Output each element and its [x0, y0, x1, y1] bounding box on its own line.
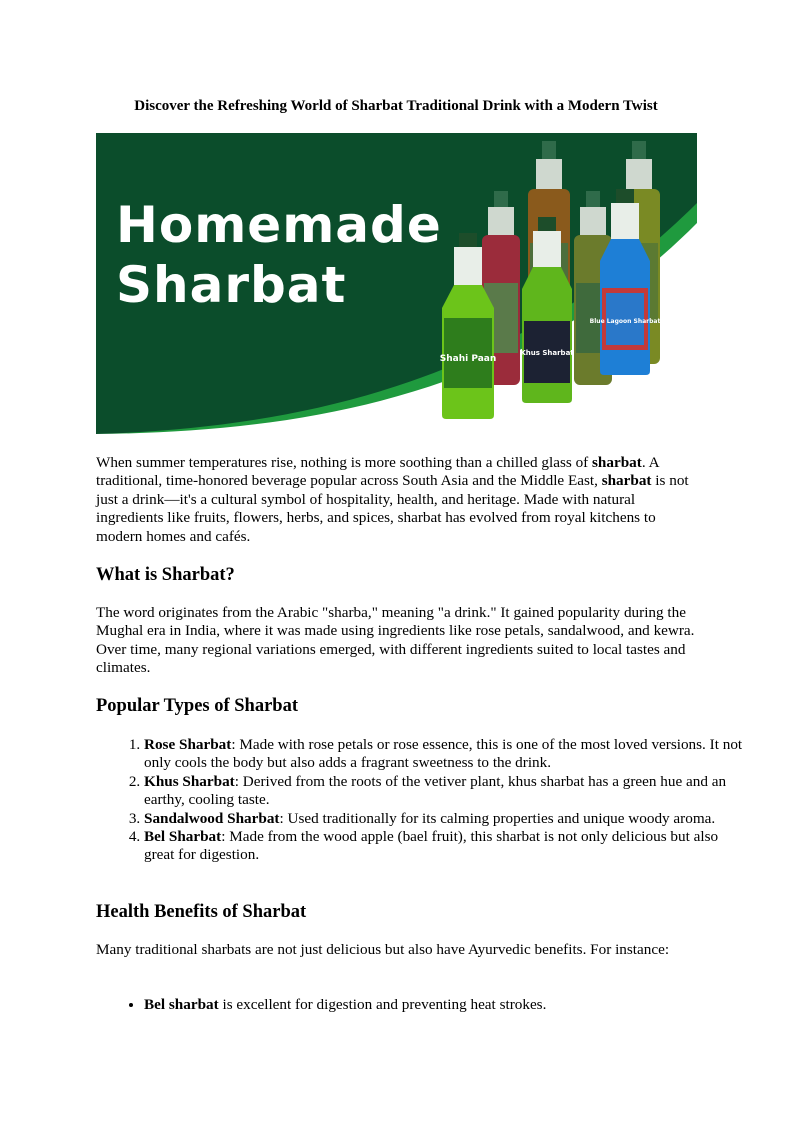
list-item-text: : Derived from the roots of the vetiver plant, khus sharbat has a green hue and an earthy, cooling taste. — [144, 772, 727, 809]
intro-text-1: When summer temperatures rise, nothing is more soothing than a chilled glass of — [96, 454, 593, 471]
list-item-text: : Made from the wood apple (bael fruit), this sharbat is not only delicious but also great for digestion. — [144, 828, 719, 864]
intro-text-2: . A traditional, time-honored beverage popular across South Asia and the Middle East, — [96, 454, 659, 490]
banner-headline — [116, 195, 442, 315]
page-title: Discover the Refreshing World of Sharbat Traditional Drink with a Modern Twist — [134, 98, 658, 114]
health-paragraph: Many traditional sharbats are not just delicious but also have Ayurvedic benefits. For instance: — [96, 941, 670, 958]
banner-line2: Sharbat — [116, 256, 347, 314]
list-item-name: Sandalwood Sharbat — [144, 809, 280, 827]
bottle-label-shahi-paan: Shahi Paan — [439, 354, 497, 364]
list-item-text: : Made with rose petals or rose essence, this is one of the most loved versions. It not only cools the body but also adds a fragrant sweetness to the drink. — [144, 736, 743, 772]
list-item-name: Rose Sharbat — [144, 736, 232, 753]
types-list — [96, 736, 750, 865]
list-item — [144, 773, 750, 810]
list-item-name: Khus Sharbat — [144, 772, 235, 790]
intro-paragraph — [96, 454, 702, 546]
what-is-paragraph: The word originates from the Arabic "sharba," meaning "a drink." It gained popularity during the Mughal era in India, where it was made using ingredients like rose petals, sandalwood, and kewra. Over time, many regional variations emerged, with different ingredients suited to local tastes and climates. — [96, 604, 695, 677]
bottle-label-khus: Khus Sharbat — [520, 349, 574, 357]
list-item — [144, 996, 750, 1014]
heading-what-is-sharbat: What is Sharbat? — [96, 565, 235, 585]
intro-bold-2: sharbat — [601, 472, 652, 490]
hero-banner-image — [96, 133, 697, 434]
intro-text-3: is not just a drink—it's a cultural symbol of hospitality, health, and heritage. Made with natural ingredients like fruits, flowers, herbs, and spices, sharbat has evolved from royal kitchens to modern homes and cafés. — [96, 472, 689, 545]
bullet-name: Bel sharbat — [144, 996, 219, 1013]
list-item — [144, 828, 750, 865]
bullet-text: is excellent for digestion and preventing heat strokes. — [218, 996, 547, 1013]
banner-line1: Homemade — [116, 196, 442, 254]
list-item — [144, 810, 750, 828]
list-item — [144, 736, 750, 773]
list-item-name: Bel Sharbat — [144, 828, 222, 846]
heading-health-benefits: Health Benefits of Sharbat — [96, 902, 307, 922]
intro-bold-1: sharbat — [592, 454, 642, 471]
bottle-label-blue-lagoon: Blue Lagoon Sharbat — [589, 318, 661, 325]
benefits-list — [96, 996, 750, 1014]
list-item-text: : Used traditionally for its calming properties and unique woody aroma. — [279, 809, 716, 827]
heading-popular-types: Popular Types of Sharbat — [96, 696, 299, 716]
